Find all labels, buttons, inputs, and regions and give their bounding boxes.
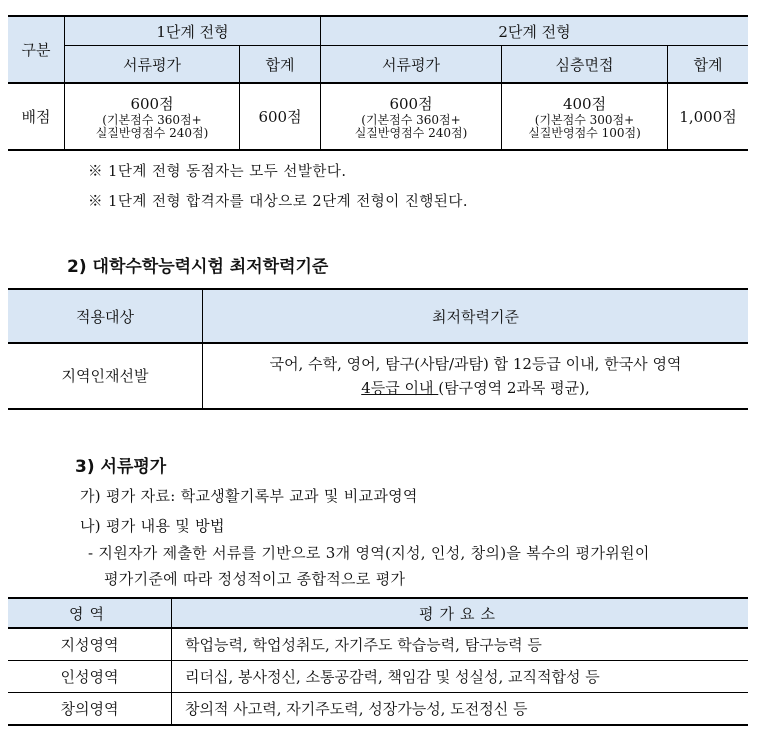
stage2-interview-score (502, 83, 668, 150)
category-header: 구분 (8, 16, 65, 83)
bullet-line2: 평가기준에 따라 정성적이고 종합적으로 평가 (104, 570, 406, 588)
stage2-interview-header: 심층면접 (502, 46, 668, 84)
target-header: 적용대상 (8, 289, 203, 343)
standard-underlined: 4등급 이내 (361, 379, 439, 397)
stage2-total-score: 1,000점 (668, 83, 749, 150)
standard-line2 (203, 376, 748, 400)
elements-header: 평가요소 (172, 598, 749, 628)
standard-line1: 국어, 수학, 영어, 탐구(사탐/과탐) 합 12등급 이내, 한국사 영역 (269, 355, 682, 373)
stage2-header: 2단계 전형 (321, 16, 749, 46)
section3-title: 3) 서류평가 (75, 457, 167, 477)
score-sub: (기본점수 360점+ (102, 113, 202, 127)
score-sub: (기본점수 300점+ (534, 113, 635, 127)
standard-header: 최저학력기준 (203, 289, 749, 343)
table-row (8, 661, 748, 693)
item-a: 가) 평가 자료: 학교생활기록부 교과 및 비교과영역 (80, 487, 418, 505)
stage2-total-header: 합계 (668, 46, 749, 84)
score-table (8, 15, 748, 151)
area-cell: 인성영역 (8, 661, 172, 693)
evaluation-table (8, 597, 748, 726)
stage1-total-header: 합계 (240, 46, 321, 84)
score-main: 600점 (389, 95, 433, 113)
score-sub: 실질반영점수 240점) (354, 126, 468, 140)
note-tie: ※ 1단계 전형 동점자는 모두 선발한다. (88, 164, 347, 180)
area-cell: 창의영역 (8, 693, 172, 726)
area-cell: 지성영역 (8, 628, 172, 661)
min-standard-table (8, 288, 748, 410)
section2-title: 2) 대학수학능력시험 최저학력기준 (67, 257, 329, 277)
stage1-header: 1단계 전형 (65, 16, 321, 46)
stage2-doc-score (321, 83, 502, 150)
stage1-total-score: 600점 (240, 83, 321, 150)
elements-cell: 창의적 사고력, 자기주도력, 성장가능성, 도전정신 등 (172, 693, 749, 726)
elements-cell: 리더십, 봉사정신, 소통공감력, 책임감 및 성실성, 교직적합성 등 (172, 661, 749, 693)
table-row (8, 693, 748, 726)
score-sub: 실질반영점수 240점) (95, 126, 209, 140)
stage2-doc-header: 서류평가 (321, 46, 502, 84)
stage1-doc-header: 서류평가 (65, 46, 240, 84)
area-header: 영역 (8, 598, 172, 628)
score-sub: (기본점수 360점+ (361, 113, 461, 127)
score-main: 600점 (130, 95, 174, 113)
stage1-doc-score (65, 83, 240, 150)
target-value: 지역인재선발 (8, 343, 203, 409)
score-main: 400점 (562, 95, 607, 113)
bullet-line1: - 지원자가 제출한 서류를 기반으로 3개 영역(지성, 인성, 창의)을 복수의 평가위원이 (88, 544, 650, 562)
row-label: 배점 (8, 83, 65, 150)
elements-cell: 학업능력, 학업성취도, 자기주도 학습능력, 탐구능력 등 (172, 628, 749, 661)
standard-rest: (탐구영역 2과목 평균), (438, 379, 590, 397)
note-stage2: ※ 1단계 전형 합격자를 대상으로 2단계 전형이 진행된다. (88, 194, 468, 210)
table-row (8, 628, 748, 661)
item-b: 나) 평가 내용 및 방법 (80, 517, 225, 535)
standard-value (203, 343, 749, 409)
score-sub: 실질반영점수 100점) (528, 126, 641, 140)
